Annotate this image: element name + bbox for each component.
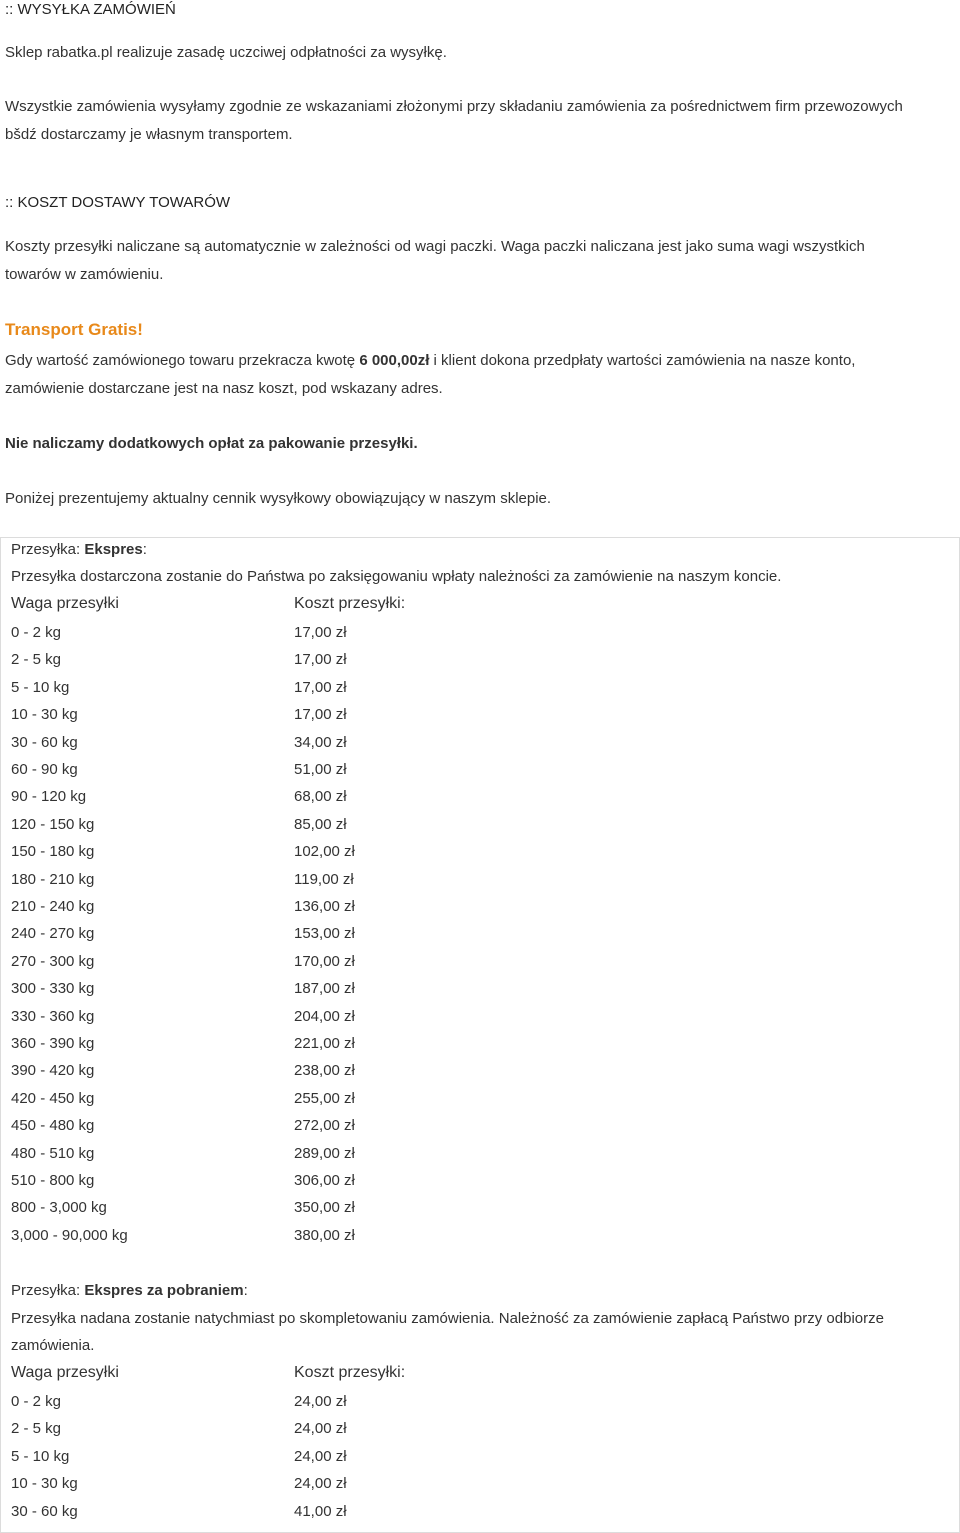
wysylka-paragraph-1: Sklep rabatka.pl realizuje zasadę uczciwej odpłatności za wysyłkę.: [5, 44, 447, 61]
ekspres-col-weight-header: Waga przesyłki: [11, 595, 119, 612]
table-row-weight: 10 - 30 kg: [11, 706, 78, 724]
ekspres-label-suffix: :: [142, 541, 147, 558]
table-row-cost: 17,00 zł: [294, 651, 347, 669]
table-row-weight: 30 - 60 kg: [11, 1502, 78, 1520]
table-row-cost: 380,00 zł: [294, 1226, 355, 1244]
table-row-cost: 17,00 zł: [294, 678, 347, 696]
table-row-cost: 17,00 zł: [294, 706, 347, 724]
table-row-cost: 238,00 zł: [294, 1062, 355, 1080]
price-list-box: [0, 537, 960, 1533]
table-row-cost: 187,00 zł: [294, 980, 355, 998]
price-list-intro: Poniżej prezentujemy aktualny cennik wysyłkowy obowiązujący w naszym sklepie.: [5, 490, 552, 507]
table-row-cost: 255,00 zł: [294, 1089, 355, 1107]
table-row-weight: 150 - 180 kg: [11, 843, 95, 861]
table-row-cost: 170,00 zł: [294, 952, 355, 970]
wysylka-paragraph-2-line-2: bšdź dostarczamy je własnym transportem.: [5, 126, 293, 143]
table-row-weight: 510 - 800 kg: [11, 1172, 95, 1189]
ekspres-description: Przesyłka dostarczona zostanie do Państwa po zaksięgowaniu wpłaty należności za zamówienie na naszym koncie.: [11, 568, 782, 585]
table-row-weight: 240 - 270 kg: [11, 925, 95, 943]
koszt-paragraph-line-2: towarów w zamówieniu.: [5, 266, 164, 283]
table-row-weight: 800 - 3,000 kg: [11, 1199, 107, 1217]
pobranie-col-cost-header: Koszt przesyłki:: [294, 1364, 406, 1381]
table-row-cost: 34,00 zł: [294, 733, 347, 751]
table-row-cost: 68,00 zł: [294, 788, 347, 806]
section-title-koszt: :: KOSZT DOSTAWY TOWARÓW: [5, 194, 231, 211]
table-row-cost: 102,00 zł: [294, 843, 355, 861]
table-row-weight: 210 - 240 kg: [11, 898, 95, 915]
table-row-cost: 289,00 zł: [294, 1144, 355, 1162]
transport-threshold-amount: 6 000,00zł: [359, 352, 430, 369]
pobranie-description-line-2: zamówienia.: [11, 1337, 95, 1354]
koszt-paragraph-line-1: Koszty przesyłki naliczane są automatycznie w zależności od wagi paczki. Waga paczki naliczana jest jako suma wagi wszystkich: [5, 238, 865, 255]
table-row-weight: 90 - 120 kg: [11, 788, 87, 806]
table-row-cost: 24,00 zł: [294, 1475, 347, 1493]
transport-line-1-a: Gdy wartość zamówionego towaru przekracza kwotę: [5, 352, 360, 369]
ekspres-label-name: Ekspres: [84, 541, 143, 558]
table-row-weight: 3,000 - 90,000 kg: [11, 1226, 128, 1244]
transport-gratis-heading: Transport Gratis!: [5, 320, 143, 339]
table-row-cost: 204,00 zł: [294, 1007, 355, 1025]
table-row-cost: 136,00 zł: [294, 898, 355, 915]
ekspres-label-prefix: Przesyłka:: [11, 541, 85, 558]
table-row-weight: 180 - 210 kg: [11, 870, 95, 888]
table-row-weight: 30 - 60 kg: [11, 733, 78, 751]
table-row-weight: 300 - 330 kg: [11, 980, 95, 998]
table-row-weight: 480 - 510 kg: [11, 1144, 95, 1162]
pobranie-label-suffix: :: [243, 1282, 248, 1299]
table-row-weight: 2 - 5 kg: [11, 1420, 62, 1438]
table-row-weight: 120 - 150 kg: [11, 815, 95, 833]
pobranie-description-line-1: Przesyłka nadana zostanie natychmiast po skompletowaniu zamówienia. Należność za zamówienie zapłacą Państwo przy odbiorze: [11, 1310, 884, 1327]
table-row-cost: 153,00 zł: [294, 925, 355, 943]
pobranie-col-weight-header: Waga przesyłki: [11, 1364, 119, 1381]
table-row-weight: 390 - 420 kg: [11, 1062, 95, 1080]
table-row-cost: 17,00 zł: [294, 624, 347, 641]
ekspres-col-cost-header: Koszt przesyłki:: [294, 595, 406, 612]
table-row-cost: 85,00 zł: [294, 815, 347, 833]
table-row-weight: 330 - 360 kg: [11, 1007, 95, 1025]
table-row-cost: 24,00 zł: [294, 1393, 347, 1410]
table-row-weight: 420 - 450 kg: [11, 1089, 95, 1107]
wysylka-paragraph-2-line-1: Wszystkie zamówienia wysyłamy zgodnie ze wskazaniami złożonymi przy składaniu zamówienia za pośrednictwem firm przewozowych: [5, 98, 903, 115]
table-row-cost: 272,00 zł: [294, 1117, 355, 1135]
table-row-weight: 5 - 10 kg: [11, 678, 70, 696]
table-row-weight: 2 - 5 kg: [11, 651, 62, 669]
table-row-cost: 221,00 zł: [294, 1035, 355, 1052]
table-row-cost: 51,00 zł: [294, 761, 347, 778]
table-row-weight: 0 - 2 kg: [11, 1393, 62, 1410]
transport-line-1-b: i klient dokona przedpłaty wartości zamówienia na nasze konto,: [429, 352, 856, 369]
no-packing-fee-note: Nie naliczamy dodatkowych opłat za pakowanie przesyłki.: [5, 435, 418, 452]
pobranie-label: [11, 1277, 248, 1305]
table-row-cost: 350,00 zł: [294, 1199, 355, 1217]
table-row-cost: 41,00 zł: [294, 1502, 347, 1520]
table-row-weight: 360 - 390 kg: [11, 1035, 95, 1052]
table-row-weight: 60 - 90 kg: [11, 761, 78, 778]
table-row-weight: 10 - 30 kg: [11, 1475, 78, 1493]
table-row-cost: 119,00 zł: [294, 870, 354, 888]
ekspres-label: [11, 536, 147, 564]
table-row-weight: 270 - 300 kg: [11, 952, 95, 970]
pobranie-label-name: Ekspres za pobraniem: [84, 1282, 244, 1299]
table-row-weight: 450 - 480 kg: [11, 1117, 95, 1135]
transport-gratis-line-2: zamówienie dostarczane jest na nasz koszt, pod wskazany adres.: [5, 380, 443, 397]
table-row-weight: 5 - 10 kg: [11, 1447, 70, 1465]
table-row-cost: 24,00 zł: [294, 1420, 347, 1438]
table-row-weight: 0 - 2 kg: [11, 624, 62, 641]
table-row-cost: 24,00 zł: [294, 1447, 347, 1465]
section-title-wysylka: :: WYSYŁKA ZAMÓWIEŃ: [5, 1, 176, 18]
table-row-cost: 306,00 zł: [294, 1172, 355, 1189]
transport-gratis-line-1: [5, 347, 855, 375]
pobranie-label-prefix: Przesyłka:: [11, 1282, 85, 1299]
